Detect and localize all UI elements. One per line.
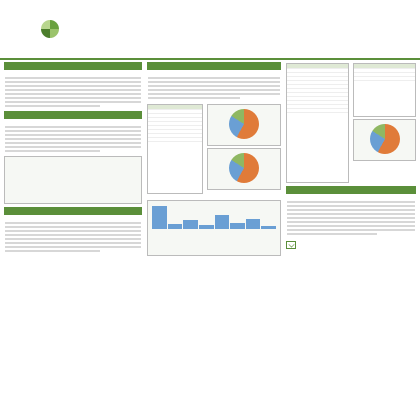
results-left-heading bbox=[4, 207, 142, 215]
logo-mark-icon bbox=[41, 20, 59, 38]
poster-header bbox=[0, 0, 420, 60]
figure-2-pie-placeholder bbox=[229, 153, 259, 183]
figure-3-bars-placeholder bbox=[148, 201, 280, 231]
table-2 bbox=[286, 62, 349, 183]
methods-figure bbox=[4, 156, 142, 204]
left-column bbox=[4, 62, 142, 416]
table-2-body bbox=[286, 63, 349, 183]
results-left-text-placeholder bbox=[4, 221, 142, 253]
right-column bbox=[286, 62, 416, 416]
figure-3-chart bbox=[147, 200, 281, 256]
mail-icon bbox=[286, 241, 296, 249]
right-tables-row bbox=[286, 62, 416, 183]
figure-1-chart bbox=[207, 104, 281, 146]
results-mid-figures-row-1 bbox=[147, 103, 281, 194]
logo bbox=[0, 0, 98, 58]
figure-4-chart bbox=[353, 119, 416, 161]
figure-4-pie-placeholder bbox=[370, 124, 400, 154]
results-mid-text-placeholder bbox=[147, 76, 281, 100]
results-mid-heading bbox=[147, 62, 281, 70]
middle-column bbox=[147, 62, 281, 416]
conclusions-text-placeholder bbox=[286, 200, 416, 236]
figure-1-pie-placeholder bbox=[229, 109, 259, 139]
conclusions-heading bbox=[286, 186, 416, 194]
table-3-body bbox=[353, 63, 416, 117]
title-block bbox=[98, 0, 420, 58]
background-heading bbox=[4, 62, 142, 70]
background-text-placeholder bbox=[4, 76, 142, 108]
table-3 bbox=[353, 62, 416, 183]
poster-columns bbox=[4, 62, 416, 416]
materials-methods-heading bbox=[4, 111, 142, 119]
methods-text-placeholder bbox=[4, 125, 142, 153]
table-1-body bbox=[147, 104, 203, 194]
contact-row bbox=[286, 241, 416, 249]
figure-1 bbox=[207, 103, 281, 194]
table-1 bbox=[147, 103, 203, 194]
figure-2-chart bbox=[207, 148, 281, 190]
